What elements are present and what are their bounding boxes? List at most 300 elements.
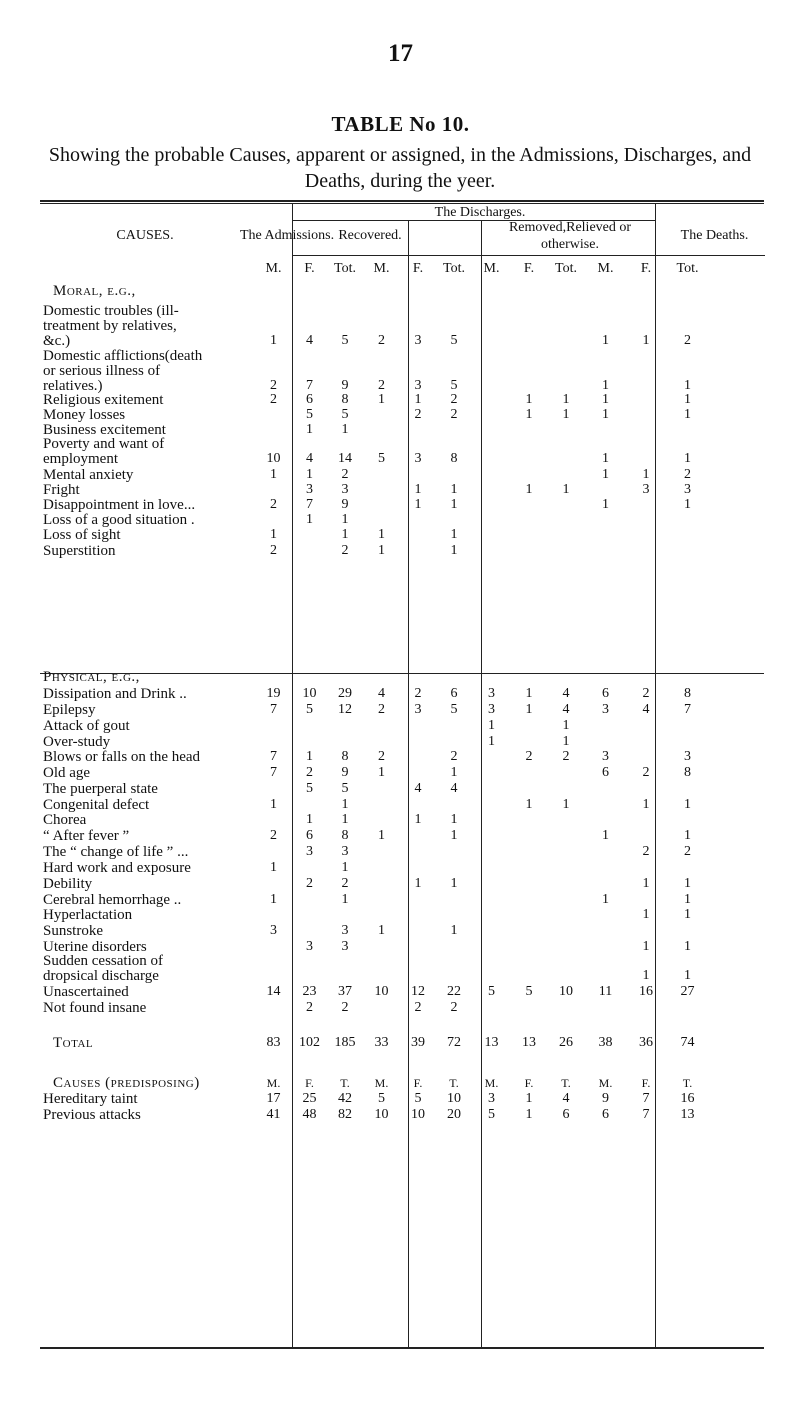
- table-cell: 1: [562, 797, 570, 812]
- predisposing-cell: 7: [642, 1091, 650, 1106]
- row-label: dropsical discharge: [43, 968, 159, 984]
- table-cell: 3: [602, 749, 609, 764]
- table-cell: 3: [414, 451, 422, 466]
- table-cell: 5: [450, 378, 458, 393]
- table-cell: 1: [306, 467, 313, 482]
- table-cell: 1: [525, 407, 533, 422]
- table-cell: 1: [602, 407, 609, 422]
- table-cell: 3: [488, 686, 495, 701]
- predisposing-cell: 42: [338, 1091, 352, 1106]
- table-cell: 1: [562, 407, 570, 422]
- table-cell: 5: [306, 781, 313, 796]
- predisposing-label: Previous attacks: [43, 1107, 141, 1123]
- table-rule: [40, 1347, 764, 1349]
- predisposing-subheader: M.: [374, 1076, 389, 1090]
- table-cell: 3: [341, 844, 349, 859]
- row-label: Chorea: [43, 812, 87, 828]
- subheader-6: M.: [483, 261, 500, 276]
- subheader-4: F.: [412, 261, 424, 276]
- table-cell: 1: [378, 543, 385, 558]
- table-cell: 1: [642, 797, 650, 812]
- table-cell: 2: [341, 876, 349, 891]
- table-cell: 1: [562, 392, 570, 407]
- row-label: Mental anxiety: [43, 467, 134, 483]
- predisposing-subheader: F.: [524, 1076, 534, 1090]
- table-cell: 2: [306, 1000, 313, 1015]
- page-number: 17: [388, 40, 413, 67]
- row-label: Sudden cessation of: [43, 953, 163, 969]
- table-cell: 2: [306, 876, 313, 891]
- table-cell: 1: [642, 333, 650, 348]
- row-label: Debility: [43, 876, 93, 892]
- table-cell: 3: [414, 702, 422, 717]
- table-cell: 5: [450, 333, 458, 348]
- table-cell: 1: [414, 392, 422, 407]
- row-label: “ After fever ”: [43, 828, 130, 844]
- table-cell: 22: [447, 984, 461, 999]
- row-label: Dissipation and Drink ..: [43, 686, 187, 702]
- predisposing-cell: 6: [602, 1107, 609, 1122]
- table-cell: 3: [642, 482, 650, 497]
- table-cell: 3: [602, 702, 609, 717]
- table-cell: 5: [341, 333, 349, 348]
- predisposing-label: Hereditary taint: [43, 1091, 138, 1107]
- table-cell: 2: [378, 333, 385, 348]
- predisposing-cell: 5: [488, 1107, 495, 1122]
- table-cell: 6: [306, 828, 313, 843]
- row-label: Uterine disorders: [43, 939, 147, 955]
- predisposing-subheader: F.: [641, 1076, 651, 1090]
- row-label: The puerperal state: [43, 781, 158, 797]
- table-cell: 12: [411, 984, 425, 999]
- table-cell: 7: [306, 497, 313, 512]
- header-causes: CAUSES.: [116, 228, 174, 243]
- row-label: Money losses: [43, 407, 126, 423]
- table-cell: 1: [341, 860, 349, 875]
- table-cell: 1: [602, 467, 609, 482]
- table-cell: 2: [450, 392, 458, 407]
- table-cell: 1: [450, 876, 458, 891]
- table-cell: 2: [450, 749, 458, 764]
- table-cell: 4: [306, 451, 313, 466]
- row-label: Religious exitement: [43, 392, 164, 408]
- row-label: Not found insane: [43, 1000, 147, 1016]
- table-cell: 1: [306, 812, 313, 827]
- row-label: Attack of gout: [43, 718, 130, 734]
- total-cell: 39: [411, 1035, 425, 1050]
- table-cell: 23: [302, 984, 317, 999]
- row-label: Superstition: [43, 543, 116, 559]
- table-cell: 1: [450, 828, 458, 843]
- predisposing-subheader: T.: [561, 1076, 571, 1090]
- table-cell: 2: [450, 407, 458, 422]
- table-cell: 1: [306, 512, 313, 527]
- table-rule: [292, 255, 765, 256]
- table-cell: 3: [488, 702, 495, 717]
- table-cell: 8: [341, 828, 349, 843]
- row-label: Cerebral hemorrhage ..: [43, 892, 182, 908]
- table-cell: 19: [266, 686, 281, 701]
- table-cell: 8: [684, 765, 691, 780]
- section-predisposing: Causes (predisposing): [53, 1075, 200, 1091]
- total-cell: 74: [680, 1035, 695, 1050]
- table-cell: 1: [450, 497, 458, 512]
- table-cell: 6: [602, 686, 609, 701]
- table-cell: 2: [378, 702, 385, 717]
- table-cell: 5: [306, 702, 313, 717]
- predisposing-cell: 82: [338, 1107, 352, 1122]
- table-cell: 1: [602, 892, 609, 907]
- table-cell: 6: [306, 392, 313, 407]
- predisposing-subheader: F.: [413, 1076, 423, 1090]
- section-physical: Physical, e.g.,: [43, 669, 140, 685]
- table-cell: 3: [341, 923, 349, 938]
- table-cell: 2: [414, 686, 422, 701]
- header-discharges: The Discharges.: [434, 205, 526, 220]
- predisposing-cell: 5: [414, 1091, 422, 1106]
- subheader-7: F.: [523, 261, 535, 276]
- row-label: Over-study: [43, 734, 111, 750]
- table-cell: 1: [270, 860, 277, 875]
- subheader-10: F.: [640, 261, 652, 276]
- table-cell: 11: [598, 984, 613, 999]
- total-label: Total: [53, 1035, 94, 1051]
- table-cell: 8: [450, 451, 458, 466]
- table-cell: 1: [562, 718, 570, 733]
- header-recovered: Recovered.: [338, 228, 402, 243]
- row-label: The “ change of life ” ...: [43, 844, 189, 860]
- table-cell: 2: [562, 749, 570, 764]
- table-cell: 7: [306, 378, 313, 393]
- row-label: Old age: [43, 765, 91, 781]
- predisposing-cell: 10: [411, 1107, 425, 1122]
- table-cell: 1: [684, 907, 691, 922]
- table-cell: 2: [642, 844, 650, 859]
- table-cell: 9: [341, 378, 349, 393]
- row-label: Fright: [43, 482, 80, 498]
- table-cell: 2: [525, 749, 533, 764]
- predisposing-cell: 4: [562, 1091, 570, 1106]
- predisposing-subheader: T.: [682, 1076, 693, 1090]
- table-cell: 2: [414, 1000, 422, 1015]
- table-cell: 1: [378, 765, 385, 780]
- predisposing-cell: 3: [488, 1091, 495, 1106]
- table-cell: 2: [414, 407, 422, 422]
- row-label: Poverty and want of: [43, 436, 165, 452]
- header-removed: Removed,Relieved or otherwise.: [508, 220, 632, 252]
- table-cell: 1: [450, 812, 458, 827]
- table-cell: 1: [642, 939, 650, 954]
- table-cell: 1: [306, 749, 313, 764]
- table-cell: 10: [266, 451, 281, 466]
- row-label: Blows or falls on the head: [43, 749, 201, 765]
- subheader-11: Tot.: [676, 261, 699, 276]
- predisposing-subheader: T.: [340, 1076, 350, 1090]
- table-cell: 4: [378, 686, 385, 701]
- table-cell: 1: [684, 892, 691, 907]
- predisposing-subheader: M.: [484, 1076, 499, 1090]
- section-moral: Moral, e.g.,: [53, 283, 136, 299]
- table-cell: 1: [341, 422, 349, 437]
- predisposing-cell: 41: [266, 1107, 281, 1122]
- table-cell: 8: [341, 749, 349, 764]
- table-cell: 1: [602, 333, 609, 348]
- predisposing-cell: 16: [680, 1091, 695, 1106]
- table-cell: 5: [341, 781, 349, 796]
- predisposing-cell: 1: [525, 1107, 533, 1122]
- table-cell: 7: [270, 765, 277, 780]
- table-cell: 9: [341, 497, 349, 512]
- table-cell: 2: [684, 467, 691, 482]
- subheader-5: Tot.: [443, 261, 465, 276]
- table-cell: 1: [562, 734, 570, 749]
- row-label: Disappointment in love...: [43, 497, 196, 513]
- table-cell: 2: [270, 543, 277, 558]
- table-cell: 2: [684, 333, 691, 348]
- table-cell: 2: [378, 749, 385, 764]
- row-label: Hyperlactation: [43, 907, 133, 923]
- table-cell: 1: [378, 527, 385, 542]
- table-cell: 1: [488, 718, 495, 733]
- row-label: &c.): [43, 333, 71, 349]
- table-cell: 7: [270, 749, 277, 764]
- table-cell: 1: [642, 968, 650, 983]
- total-cell: 83: [266, 1035, 281, 1050]
- table-cell: 1: [525, 686, 533, 701]
- row-label: Epilepsy: [43, 702, 96, 718]
- table-cell: 4: [562, 702, 570, 717]
- row-label: Hard work and exposure: [43, 860, 191, 876]
- table-cell: 1: [525, 702, 533, 717]
- total-cell: 26: [559, 1035, 573, 1050]
- table-cell: 1: [341, 812, 349, 827]
- table-cell: 2: [270, 392, 277, 407]
- table-cell: 29: [338, 686, 352, 701]
- table-cell: 5: [306, 407, 313, 422]
- table-cell: 1: [450, 482, 458, 497]
- table-cell: 4: [306, 333, 313, 348]
- table-cell: 10: [559, 984, 573, 999]
- table-cell: 1: [642, 876, 650, 891]
- predisposing-subheader: F.: [305, 1076, 314, 1090]
- table-cell: 3: [414, 333, 422, 348]
- table-cell: 1: [684, 497, 691, 512]
- table-cell: 1: [341, 797, 349, 812]
- table-cell: 1: [684, 407, 691, 422]
- table-cell: 1: [684, 968, 691, 983]
- table-cell: 1: [450, 527, 458, 542]
- table-cell: 5: [450, 702, 458, 717]
- table-cell: 7: [684, 702, 691, 717]
- table-cell: 1: [642, 467, 650, 482]
- predisposing-cell: 5: [378, 1091, 385, 1106]
- header-deaths: The Deaths.: [680, 228, 749, 243]
- table-cell: 3: [306, 482, 313, 497]
- table-cell: 4: [450, 781, 458, 796]
- table-cell: 1: [684, 939, 691, 954]
- row-label: Loss of a good situation .: [43, 512, 195, 528]
- predisposing-subheader: M.: [266, 1076, 281, 1090]
- table-cell: 1: [525, 392, 533, 407]
- table-cell: 6: [602, 765, 609, 780]
- table-cell: 8: [684, 686, 691, 701]
- table-cell: 1: [414, 497, 422, 512]
- table-cell: 1: [341, 512, 349, 527]
- header-admissions: The Admissions.: [240, 228, 335, 243]
- predisposing-cell: 17: [266, 1091, 281, 1106]
- subheader-8: Tot.: [555, 261, 577, 276]
- table-cell: 1: [488, 734, 495, 749]
- table-cell: 3: [684, 749, 691, 764]
- row-label: Domestic troubles (ill-: [43, 303, 179, 319]
- table-cell: 1: [684, 378, 691, 393]
- predisposing-cell: 10: [447, 1091, 461, 1106]
- table-cell: 2: [378, 378, 385, 393]
- table-cell: 27: [680, 984, 695, 999]
- table-cell: 6: [450, 686, 458, 701]
- row-label: relatives.): [43, 378, 103, 394]
- table-cell: 1: [378, 392, 385, 407]
- table-cell: 1: [684, 797, 691, 812]
- predisposing-cell: 9: [602, 1091, 609, 1106]
- table-cell: 2: [270, 378, 277, 393]
- subheader-9: M.: [597, 261, 614, 276]
- table-cell: 3: [306, 844, 313, 859]
- table-cell: 9: [341, 765, 349, 780]
- table-cell: 1: [270, 797, 277, 812]
- table-cell: 1: [684, 451, 691, 466]
- total-cell: 13: [522, 1035, 536, 1050]
- table-cell: 5: [525, 984, 533, 999]
- predisposing-cell: 10: [374, 1107, 389, 1122]
- table-cell: 2: [450, 1000, 458, 1015]
- table-cell: 1: [684, 828, 691, 843]
- table-cell: 8: [341, 392, 349, 407]
- table-cell: 3: [414, 378, 422, 393]
- total-cell: 13: [484, 1035, 499, 1050]
- table-cell: 1: [602, 451, 609, 466]
- row-label: Congenital defect: [43, 797, 150, 813]
- predisposing-cell: 7: [642, 1107, 650, 1122]
- table-cell: 14: [338, 451, 352, 466]
- table-title: TABLE No 10.: [331, 112, 470, 136]
- table-cell: 1: [270, 892, 277, 907]
- table-cell: 4: [414, 781, 422, 796]
- predisposing-cell: 48: [302, 1107, 317, 1122]
- row-label: Sunstroke: [43, 923, 103, 939]
- row-label: Business excitement: [43, 422, 166, 438]
- row-label: Loss of sight: [43, 527, 121, 543]
- table-cell: 2: [341, 1000, 349, 1015]
- table-cell: 1: [341, 892, 349, 907]
- total-cell: 72: [447, 1035, 461, 1050]
- table-cell: 5: [488, 984, 495, 999]
- predisposing-cell: 6: [562, 1107, 570, 1122]
- table-cell: 16: [639, 984, 653, 999]
- table-cell: 5: [378, 451, 385, 466]
- table-cell: 37: [338, 984, 352, 999]
- row-label: treatment by relatives,: [43, 318, 177, 334]
- table-cell: 1: [306, 422, 313, 437]
- table-cell: 1: [450, 765, 458, 780]
- table-cell: 14: [266, 984, 281, 999]
- row-label: Domestic afflictions(death: [43, 348, 203, 364]
- predisposing-cell: 20: [447, 1107, 461, 1122]
- table-cell: 1: [378, 828, 385, 843]
- subheader-1: F.: [304, 261, 315, 276]
- total-cell: 185: [334, 1035, 356, 1050]
- predisposing-subheader: M.: [598, 1076, 613, 1090]
- table-cell: 3: [341, 482, 349, 497]
- table-cell: 1: [602, 392, 609, 407]
- table-cell: 2: [270, 497, 277, 512]
- table-cell: 1: [525, 482, 533, 497]
- table-cell: 1: [270, 467, 277, 482]
- table-cell: 1: [270, 333, 277, 348]
- table-rule: [40, 200, 764, 202]
- table-cell: 3: [341, 939, 349, 954]
- table-cell: 1: [602, 828, 609, 843]
- table-cell: 1: [602, 497, 609, 512]
- table-cell: 3: [684, 482, 691, 497]
- total-cell: 33: [374, 1035, 389, 1050]
- subheader-2: Tot.: [334, 261, 356, 276]
- table-cell: 1: [414, 482, 422, 497]
- table-cell: 1: [414, 812, 422, 827]
- predisposing-subheader: T.: [449, 1076, 459, 1090]
- table-cell: 1: [341, 527, 349, 542]
- total-cell: 38: [598, 1035, 613, 1050]
- predisposing-cell: 25: [302, 1091, 317, 1106]
- table-cell: 1: [378, 923, 385, 938]
- total-cell: 102: [299, 1035, 320, 1050]
- predisposing-cell: 1: [525, 1091, 533, 1106]
- table-cell: 1: [450, 923, 458, 938]
- table-cell: 2: [341, 467, 349, 482]
- table-cell: 2: [270, 828, 277, 843]
- row-label: or serious illness of: [43, 363, 161, 379]
- table-cell: 4: [562, 686, 570, 701]
- table-cell: 1: [414, 876, 422, 891]
- subheader-3: M.: [373, 261, 390, 276]
- table-cell: 1: [602, 378, 609, 393]
- table-cell: 2: [642, 765, 650, 780]
- table-cell: 1: [642, 907, 650, 922]
- table-cell: 1: [684, 876, 691, 891]
- table-cell: 10: [374, 984, 389, 999]
- table-cell: 2: [306, 765, 313, 780]
- table-subtitle: Showing the probable Causes, apparent or assigned, in the Admissions, Discharges, and Deaths, during the yeer.: [48, 144, 752, 192]
- subheader-0: M.: [265, 261, 282, 276]
- table-cell: 1: [684, 392, 691, 407]
- table-cell: 3: [270, 923, 277, 938]
- table-cell: 1: [270, 527, 277, 542]
- total-cell: 36: [639, 1035, 653, 1050]
- row-label: Unascertained: [43, 984, 129, 1000]
- table-cell: 2: [642, 686, 650, 701]
- table-cell: 2: [684, 844, 691, 859]
- row-label: employment: [43, 451, 118, 467]
- table-cell: 7: [270, 702, 277, 717]
- table-cell: 1: [450, 543, 458, 558]
- table-cell: 3: [306, 939, 313, 954]
- table-cell: 4: [642, 702, 650, 717]
- table-cell: 12: [338, 702, 352, 717]
- predisposing-cell: 13: [680, 1107, 695, 1122]
- table-cell: 10: [302, 686, 317, 701]
- table-rule: [481, 220, 482, 1347]
- table-cell: 1: [525, 797, 533, 812]
